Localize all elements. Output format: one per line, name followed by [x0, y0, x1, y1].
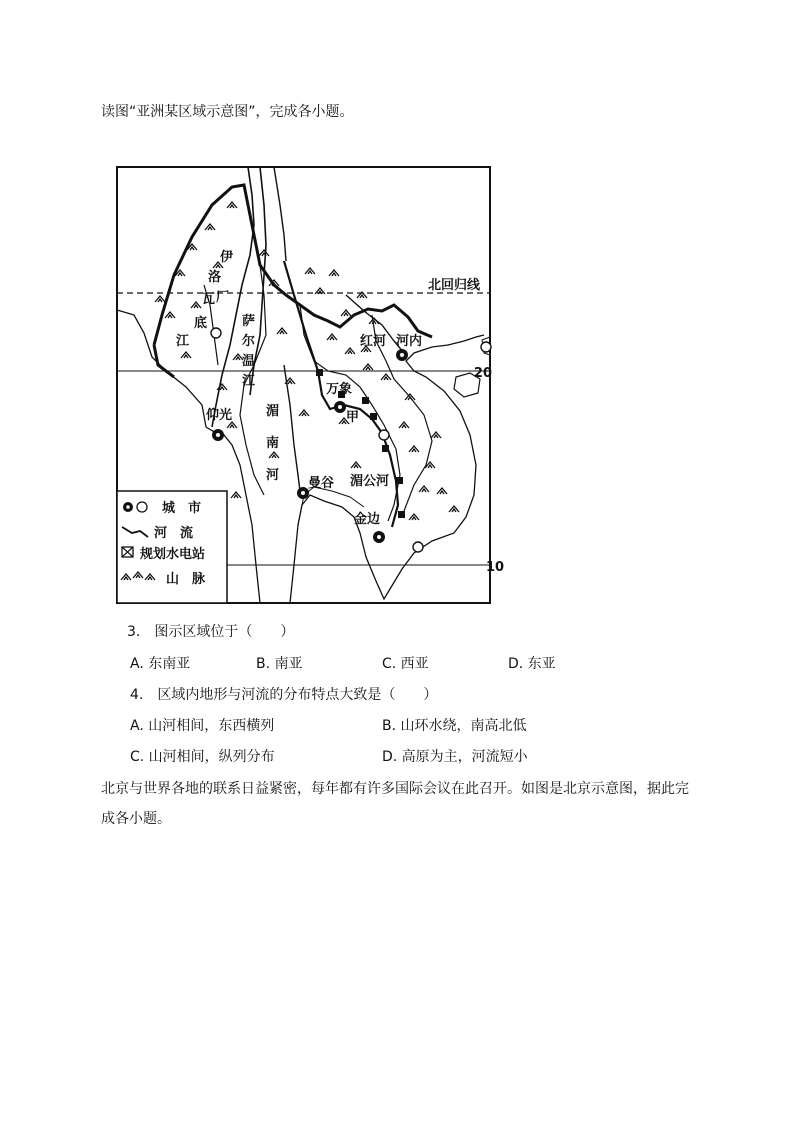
question-3-option-c[interactable]: C. 西亚	[382, 656, 429, 672]
question-4-option-a[interactable]: A. 山河相间，东西横列	[130, 718, 275, 734]
label-vientiane: 万象	[326, 382, 353, 397]
label-phnompenh: 金边	[354, 512, 381, 527]
label-honghe: 红河	[360, 334, 387, 349]
label-lat-10: 10	[486, 560, 505, 575]
label-di: 底	[194, 316, 208, 331]
intro-text-2-line-1: 北京与世界各地的联系日益紧密，每年都有许多国际会议在此召开。如图是北京示意图，据此完	[101, 781, 689, 797]
question-3-stem: 3. 图示区域位于（ ）	[127, 624, 295, 640]
label-jiang2: 江	[242, 374, 256, 389]
label-luo: 洛	[208, 270, 222, 285]
label-mekong: 湄公河	[350, 474, 390, 489]
label-lat-20: 20	[473, 366, 492, 381]
label-bangkok: 曼谷	[308, 476, 335, 491]
question-4-option-d[interactable]: D. 高原为主，河流短小	[382, 749, 528, 765]
label-tropic: 北回归线	[428, 278, 481, 293]
label-wen: 温	[242, 354, 256, 369]
label-mei: 湄	[266, 404, 280, 419]
question-4-option-b[interactable]: B. 山环水绕，南高北低	[382, 718, 527, 734]
label-wa: 瓦	[202, 292, 216, 307]
label-jiang: 江	[176, 334, 190, 349]
question-3-option-a[interactable]: A. 东南亚	[130, 656, 191, 672]
legend-river: 河 流	[154, 526, 194, 541]
question-4-stem: 4. 区域内地形与河流的分布特点大致是（ ）	[130, 687, 438, 703]
map-legend	[117, 491, 227, 603]
intro-text: 读图“亚洲某区域示意图”，完成各小题。	[101, 104, 354, 120]
question-4-option-c[interactable]: C. 山河相间，纵列分布	[130, 749, 275, 765]
legend-city: 城 市	[162, 501, 202, 516]
legend-hydro: 规划水电站	[140, 547, 206, 562]
label-chang: 厂	[216, 290, 230, 305]
legend-mountain: 山 脉	[166, 572, 206, 587]
label-jia: 甲	[346, 410, 360, 425]
question-3-option-d[interactable]: D. 东亚	[508, 656, 556, 672]
label-sa: 萨	[242, 314, 256, 329]
label-er: 尔	[242, 334, 256, 349]
asia-region-map	[114, 165, 505, 605]
label-he: 河	[266, 468, 280, 483]
label-hanoi: 河内	[396, 334, 423, 349]
label-yangon: 仰光	[206, 408, 233, 423]
label-nan: 南	[266, 436, 280, 451]
question-3-option-b[interactable]: B. 南亚	[256, 656, 303, 672]
label-yi: 伊	[220, 250, 234, 265]
intro-text-2-line-2: 成各小题。	[101, 811, 171, 827]
